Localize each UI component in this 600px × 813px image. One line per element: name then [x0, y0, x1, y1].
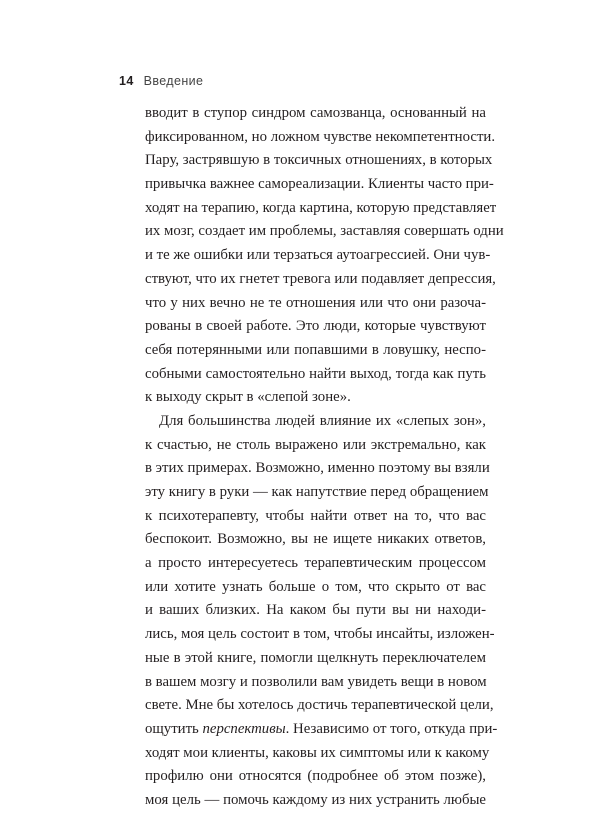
text-line: привычка важнее самореализации. Клиенты часто при- [145, 176, 494, 193]
italic-emphasis: перспективы [202, 720, 286, 737]
running-header [119, 74, 203, 88]
text-line: беспокоит. Возможно, вы не ищете никаких ответов, [145, 531, 486, 548]
text-line: их мозг, создает им проблемы, заставляя совершать одни [145, 223, 504, 240]
text-line: Пару, застрявшую в токсичных отношениях, в которых [145, 152, 493, 169]
text-line: фиксированном, но ложном чувстве некомпетентности. [145, 128, 496, 145]
body-text [145, 102, 504, 813]
text-line: вводит в ступор синдром самозванца, основанный на [145, 105, 486, 121]
text-line: ходят на терапию, когда картина, которую представляет [145, 199, 497, 216]
text-line: что у них вечно не те отношения или что они разоча- [145, 294, 486, 311]
text-line [145, 718, 498, 742]
text-line: а просто интересуетесь терапевтическим процессом [145, 555, 486, 572]
text-line: и те же ошибки или терзаться аутоагрессией. Они чув- [145, 247, 491, 264]
text-line: в вашем мозгу и позволили вам увидеть вещи в новом [145, 673, 487, 690]
text-line: или хотите узнать больше о том, что скрыто от вас [145, 578, 486, 595]
section-title: Введение [143, 74, 204, 88]
text-line: профилю они относятся (подробнее об этом позже), [145, 768, 486, 785]
text-line: моя цель — помочь каждому из них устранить любые [145, 791, 486, 808]
text-line: ходят мои клиенты, каковы их симптомы или к какому [145, 744, 490, 761]
text-line: к психотерапевту, чтобы найти ответ на то, что вас [145, 507, 486, 524]
text-line: в этих примерах. Возможно, именно поэтому вы взяли [145, 460, 490, 477]
text-line: к выходу скрыт в «слепой зоне». [145, 389, 351, 406]
text-line: Для большинства людей влияние их «слепых зон», [159, 412, 486, 429]
text-line: собными самостоятельно найти выход, тогда как путь [145, 365, 486, 382]
text-line: свете. Мне бы хотелось достичь терапевтической цели, [145, 697, 494, 714]
text-line: и ваших близких. На каком бы пути вы ни находи- [145, 602, 486, 619]
text-line: к счастью, не столь выражено или экстремально, как [145, 436, 486, 453]
text-line: ствуют, что их гнетет тревога или подавляет депрессия, [145, 270, 496, 287]
text-run: ощутить [145, 720, 203, 737]
page-number: 14 [119, 74, 134, 88]
text-line: ные в этой книге, помогли щелкнуть переключателем [145, 649, 486, 666]
text-line: рованы в своей работе. Это люди, которые чувствуют [145, 318, 486, 335]
text-line: себя потерянными или попавшими в ловушку, неспо- [145, 341, 486, 358]
text-run: . Независимо от того, откуда при- [285, 720, 498, 737]
text-line: эту книгу в руки — как напутствие перед обращением [145, 484, 489, 500]
text-line: лись, моя цель состоит в том, чтобы инсайты, изложен- [145, 626, 495, 643]
